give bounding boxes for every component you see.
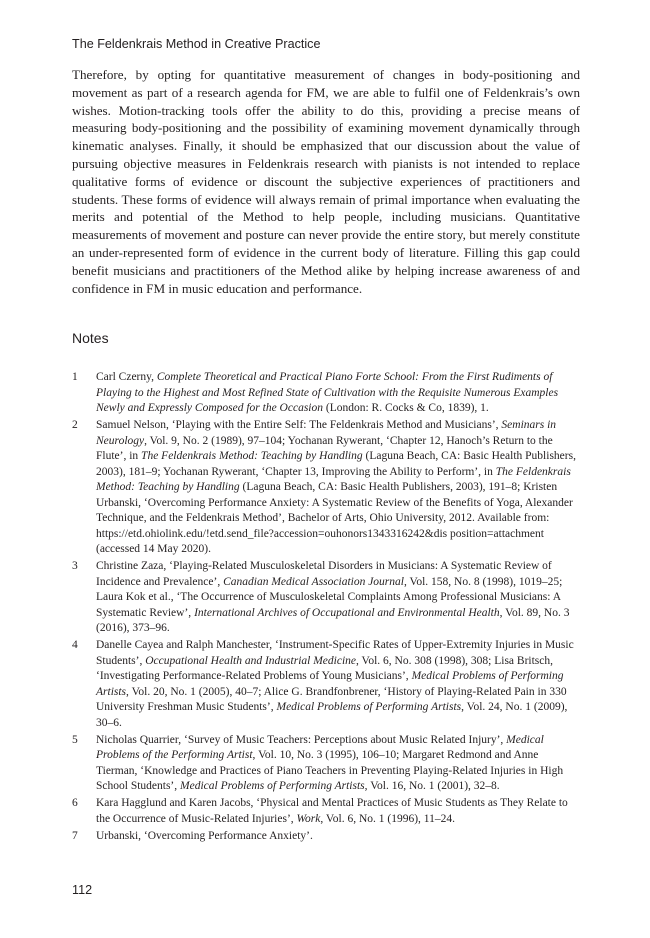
note-text-segment: Urbanski, ‘Overcoming Performance Anxiety’. (96, 830, 313, 843)
note-text (96, 370, 580, 417)
note-title-italic: Medical Problems of Performing Artists (180, 780, 365, 793)
note-title-italic: Canadian Medical Association Journal (223, 575, 404, 588)
note-text (96, 638, 580, 731)
note-text-segment: Samuel Nelson, ‘Playing with the Entire Self: The Feldenkrais Method and Musicians’, (96, 419, 502, 432)
note-title-italic: Medical Problems of Performing Artists (276, 701, 462, 714)
note-text-segment: Kara Hagglund and Karen Jacobs, ‘Physical and Mental Practices of Music Students as They Relate to the Occurrence of Music-Related Injuries’, (96, 797, 568, 825)
note-item (72, 418, 580, 558)
note-text (96, 418, 580, 558)
note-title-italic: Work (296, 812, 321, 825)
note-title-italic: Seminars in Neurology (96, 419, 557, 447)
note-text-segment: Christine Zaza, ‘Playing-Related Musculoskeletal Disorders in Musicians: A Systematic Review of Incidence and Prevalence’, (96, 560, 552, 588)
note-item (72, 559, 580, 637)
running-head: The Feldenkrais Method in Creative Practice (72, 37, 321, 51)
note-text-segment: (Laguna Beach, CA: Basic Health Publishers, 2003), 191–8; Kristen Urbanski, ‘Overcoming Performance Anxiety: A Systematic Review of the Benefits of Yoga, Alexander Technique, and the Feldenkrais Method’, Bachelor of Arts, Ohio University, 2012. Available from: https://etd.ohiolink.edu/!etd.send_file?accession=ouhonors1343316242&dis position=attachment (accessed 14 May 2020). (96, 481, 573, 556)
note-text-segment: , Vol. 6, No. 308 (1998), 308; Lisa Britsch, ‘Investigating Performance-Related Problems of Young Musicians’, (96, 654, 553, 683)
note-number: 6 (72, 797, 78, 810)
note-text (96, 559, 580, 637)
note-number: 3 (72, 560, 78, 573)
note-text-segment: , Vol. 89, No. 3 (2016), 373–96. (96, 606, 570, 635)
note-number: 5 (72, 733, 78, 746)
note-text-segment: , Vol. 9, No. 2 (1989), 97–104; Yochanan Rywerant, ‘Chapter 12, Hanoch’s Return to the Flute’, in (96, 434, 553, 463)
note-text-segment: (London: R. Cocks & Co, 1839), 1. (323, 402, 489, 414)
note-text-segment: Carl Czerny, (96, 371, 157, 383)
note-number: 1 (72, 371, 78, 383)
note-item (72, 796, 580, 827)
body-paragraph: Therefore, by opting for quantitative measurement of changes in body-positioning and movement as part of a research agenda for FM, we are able to fulfil one of Feldenkrais’s own wishes. Motion-tracking tools offer the ability to do this, providing a precise means of measuring body-positioning and the possibility of examining movement dynamically through kinematic analyses. Finally, it should be emphasized that our discussion about the value of pursuing objective measures in Feldenkrais research with pianists is not intended to replace qualitative forms of evidence or discount the subjective experiences of practitioners and students. These forms of evidence will always remain of primal importance when evaluating the merits and potential of the Method to help people, including musicians. Quantitative measurements of movement and posture can never provide the entire story, but merely constitute an under-represented form of evidence in the current body of literature. Filling this gap could benefit musicians and practitioners of the Method alike by helping increase awareness of and confidence in FM in music education and performance. (72, 67, 580, 296)
note-text-segment: (Laguna Beach, CA: Basic Health Publishers, 2003), 181–9; Yochanan Rywerant, ‘Chapter 13, Improving the Ability to Perform’, in (96, 450, 576, 478)
note-text (96, 733, 580, 795)
note-text-segment: Nicholas Quarrier, ‘Survey of Music Teachers: Perceptions about Music Related Injury’, (96, 733, 507, 746)
note-number: 4 (72, 639, 78, 652)
note-text-segment: , Vol. 6, No. 1 (1996), 11–24. (320, 812, 455, 825)
note-title-italic: Occupational Health and Industrial Medicine (145, 654, 356, 667)
note-item (72, 733, 580, 795)
note-number: 7 (72, 830, 78, 843)
note-title-italic: Complete Theoretical and Practical Piano Forte School: From the First Rudiments of Playing to the Highest and Most Refined State of Cultivation with the Requisite Numerous Examples Newly and Expressly Composed for the Occasion (96, 371, 559, 414)
note-title-italic: Medical Problems of Performing Artists (96, 670, 564, 698)
note-title-italic: Medical Problems of the Performing Artist (96, 733, 544, 762)
page-number: 112 (72, 883, 93, 897)
note-item (72, 370, 580, 417)
note-title-italic: The Feldenkrais Method: Teaching by Handling (141, 450, 363, 463)
note-text (96, 829, 580, 845)
note-item (72, 829, 580, 845)
note-text-segment: , Vol. 24, No. 1 (2009), 30–6. (96, 701, 568, 729)
note-text-segment: , Vol. 20, No. 1 (2005), 40–7; Alice G. Brandfonbrener, ‘History of Playing-Related Pain in 330 University Freshman Music Students’, (96, 685, 567, 714)
note-text-segment: , Vol. 16, No. 1 (2001), 32–8. (364, 780, 500, 793)
note-text-segment: Danelle Cayea and Ralph Manchester, ‘Instrument-Specific Rates of Upper-Extremity Injuries in Music Students’, (96, 639, 574, 667)
note-title-italic: International Archives of Occupational and Environmental Health (194, 606, 500, 619)
note-title-italic: The Feldenkrais Method: Teaching by Handling (96, 465, 571, 494)
notes-heading: Notes (72, 330, 109, 346)
note-text-segment: , Vol. 158, No. 8 (1998), 1019–25; Laura Kok et al., ‘The Occurrence of Musculoskeletal Complaints Among Professional Musicians: A Systematic Review’, (96, 575, 563, 619)
note-text-segment: , Vol. 10, No. 3 (1995), 106–10; Margaret Redmond and Anne Tierman, ‘Knowledge and Practices of Piano Teachers in Preventing Playing-Related Injuries in High School Students’, (96, 749, 564, 793)
note-item (72, 638, 580, 731)
note-text (96, 796, 580, 827)
note-number: 2 (72, 419, 78, 432)
notes-list (72, 370, 580, 846)
